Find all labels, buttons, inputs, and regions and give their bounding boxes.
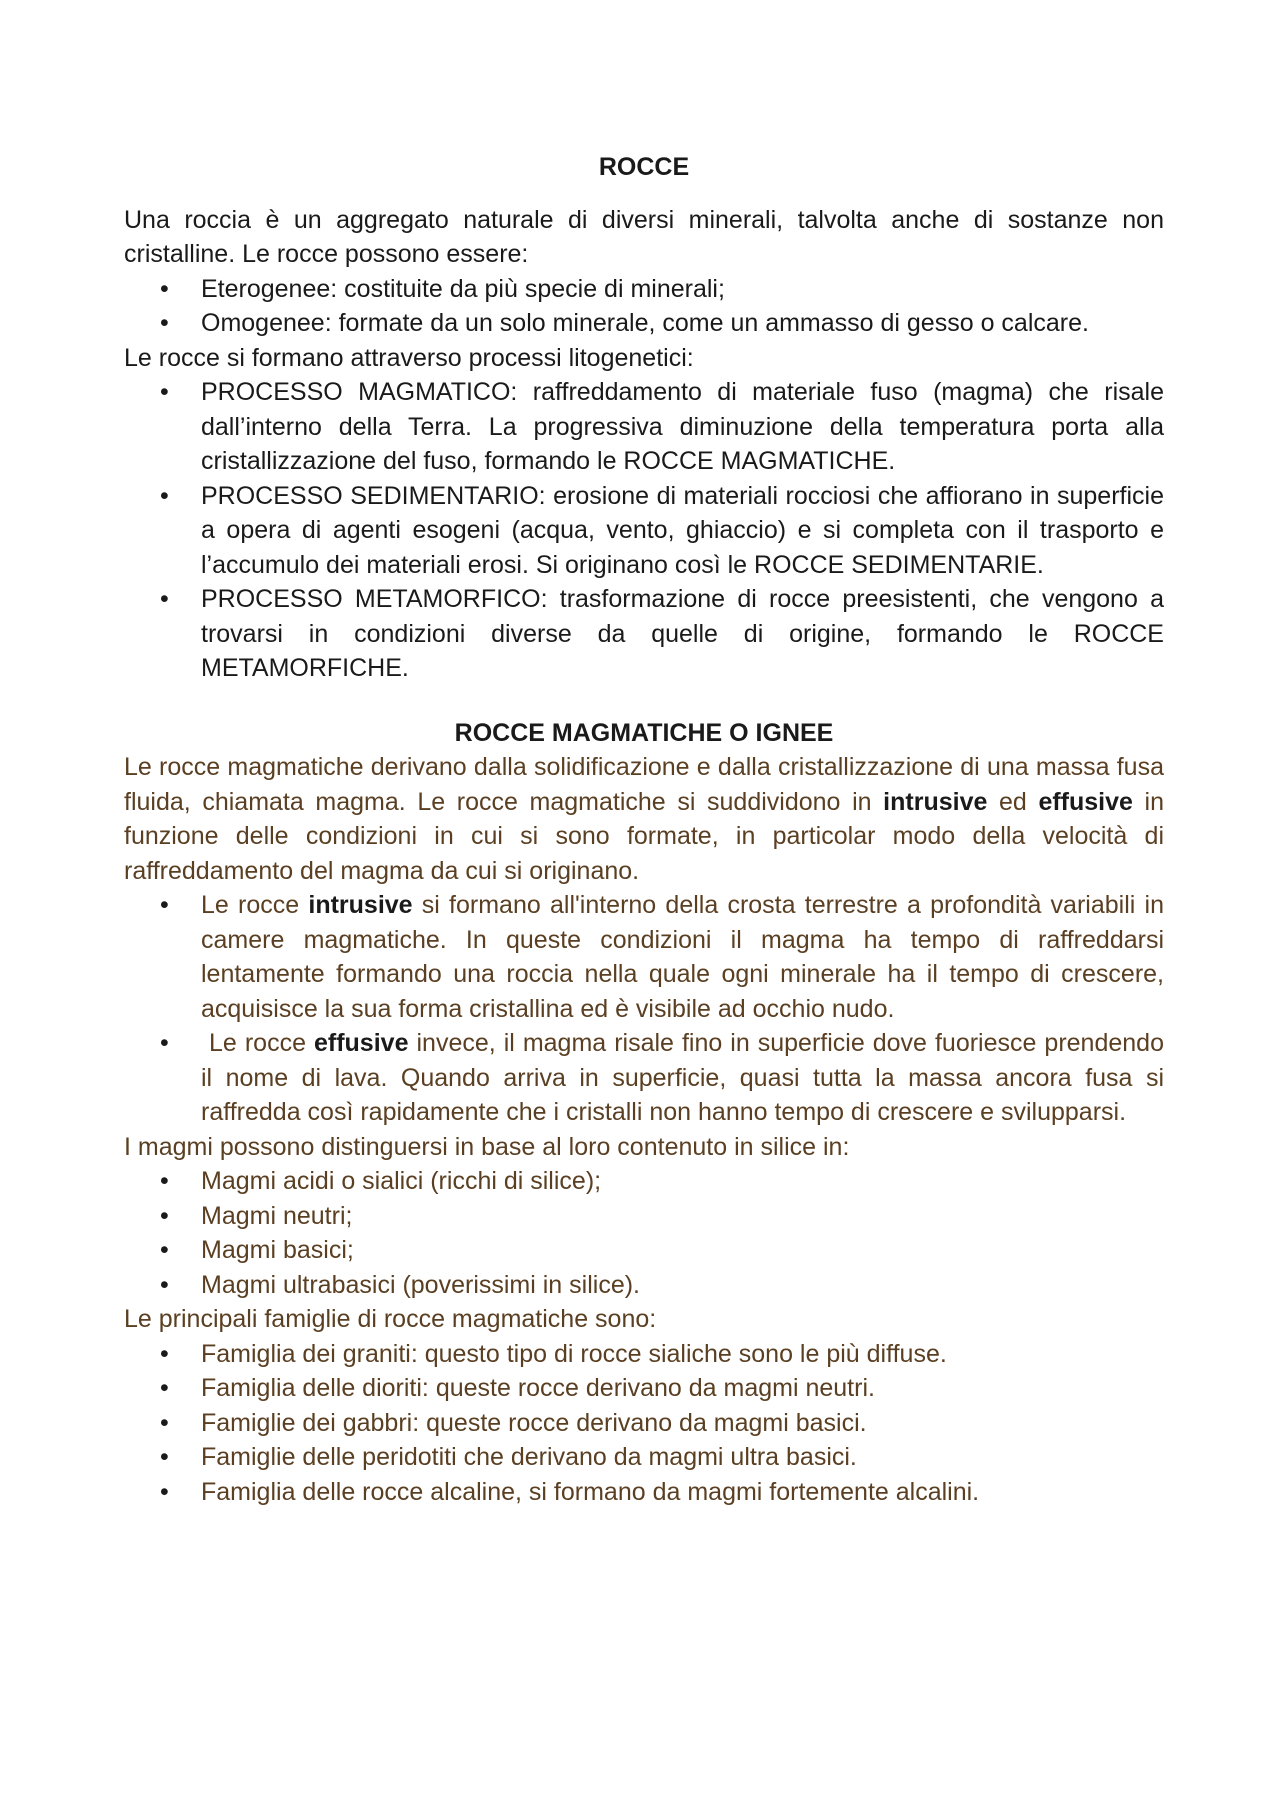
famiglie-intro: Le principali famiglie di rocce magmatiche sono:	[124, 1305, 657, 1333]
list-item: • PROCESSO MAGMATICO: raffreddamento di materiale fuso (magma) che risale dall’interno della Terra. La progressiva diminuzione della temperatura porta alla cristallizzazione del fuso, formando le ROCCE MAGMATICHE.	[124, 375, 1164, 479]
text-fragment: Le rocce	[201, 1029, 314, 1057]
list-item-effusive	[124, 1026, 1164, 1130]
list-item: • Magmi neutri;	[124, 1199, 1164, 1234]
list-item: • Magmi ultrabasici (poverissimi in silice).	[124, 1268, 1164, 1303]
list-item: • Famiglia dei graniti: questo tipo di rocce sialiche sono le più diffuse.	[124, 1337, 1164, 1372]
magmatic-section-body	[124, 750, 1164, 1509]
list-item: • Magmi acidi o sialici (ricchi di silice);	[124, 1164, 1164, 1199]
list-item-intrusive	[124, 888, 1164, 1026]
famiglie-list	[124, 1337, 1164, 1510]
rock-types-list	[124, 272, 1164, 341]
text-fragment: Le rocce magmatiche derivano dalla solidificazione e dalla cristallizzazione di una massa fusa fluida, chiamata magma. Le rocce magmatiche si suddividono in	[124, 753, 1164, 816]
bold-term: effusive	[313, 1029, 409, 1057]
processes-intro: Le rocce si formano attraverso processi litogenetici:	[124, 343, 694, 372]
list-item: • Omogenee: formate da un solo minerale, come un ammasso di gesso o calcare.	[124, 306, 1164, 341]
list-item: • PROCESSO METAMORFICO: trasformazione di rocce preesistenti, che vengono a trovarsi in condizioni diverse da quelle di origine, formando le ROCCE METAMORFICHE.	[124, 582, 1164, 686]
list-item: • Magmi basici;	[124, 1233, 1164, 1268]
list-item: • PROCESSO SEDIMENTARIO: erosione di materiali rocciosi che affiorano in superficie a opera di agenti esogeni (acqua, vento, ghiaccio) e si completa con il trasporto e l’accumulo dei materiali erosi. Si originano così le ROCCE SEDIMENTARIE.	[124, 479, 1164, 583]
magmi-intro: I magmi possono distinguersi in base al loro contenuto in silice in:	[124, 1132, 850, 1161]
text-fragment: in funzione delle condizioni in cui si sono formate, in particolar modo della velocità di raffreddamento del magma da cui si originano.	[124, 787, 1165, 885]
intrusive-effusive-list	[124, 888, 1164, 1130]
bold-term: intrusive	[308, 891, 413, 919]
document-page	[124, 150, 1164, 1509]
list-item: • Famiglia delle rocce alcaline, si formano da magmi fortemente alcalini.	[124, 1475, 1164, 1510]
processes-list	[124, 375, 1164, 686]
magmi-list	[124, 1164, 1164, 1302]
text-fragment: invece, il magma risale fino in superficie dove fuoriesce prendendo il nome di lava. Quando arriva in superficie, quasi tutta la massa ancora fusa si raffredda così rapidamente che i cristalli non hanno tempo di crescere e svilupparsi.	[201, 1029, 1164, 1126]
text-fragment: si formano all'interno della crosta terrestre a profondità variabili in camere magmatiche. In queste condizioni il magma ha tempo di raffreddarsi lentamente formando una roccia nella quale ogni minerale ha il tempo di crescere, acquisisce la sua forma cristallina ed è visibile ad occhio nudo.	[201, 891, 1164, 1023]
list-item: • Famiglie dei gabbri: queste rocce derivano da magmi basici.	[124, 1406, 1164, 1441]
list-item: • Eterogenee: costituite da più specie di minerali;	[124, 272, 1164, 307]
intro-paragraph: Una roccia è un aggregato naturale di diversi minerali, talvolta anche di sostanze non cristalline. Le rocce possono essere:	[124, 205, 1164, 268]
text-fragment: Le rocce	[201, 891, 309, 919]
bold-term: intrusive	[883, 787, 988, 816]
section-title-rocce: ROCCE	[598, 153, 690, 181]
text-fragment: ed	[987, 787, 1039, 816]
bold-term: effusive	[1038, 787, 1133, 816]
section-title-rocce-magmatiche: ROCCE MAGMATICHE O IGNEE	[454, 718, 834, 747]
magmatic-intro-paragraph	[124, 750, 1164, 888]
list-item: • Famiglia delle dioriti: queste rocce derivano da magmi neutri.	[124, 1371, 1164, 1406]
list-item: • Famiglie delle peridotiti che derivano da magmi ultra basici.	[124, 1440, 1164, 1475]
